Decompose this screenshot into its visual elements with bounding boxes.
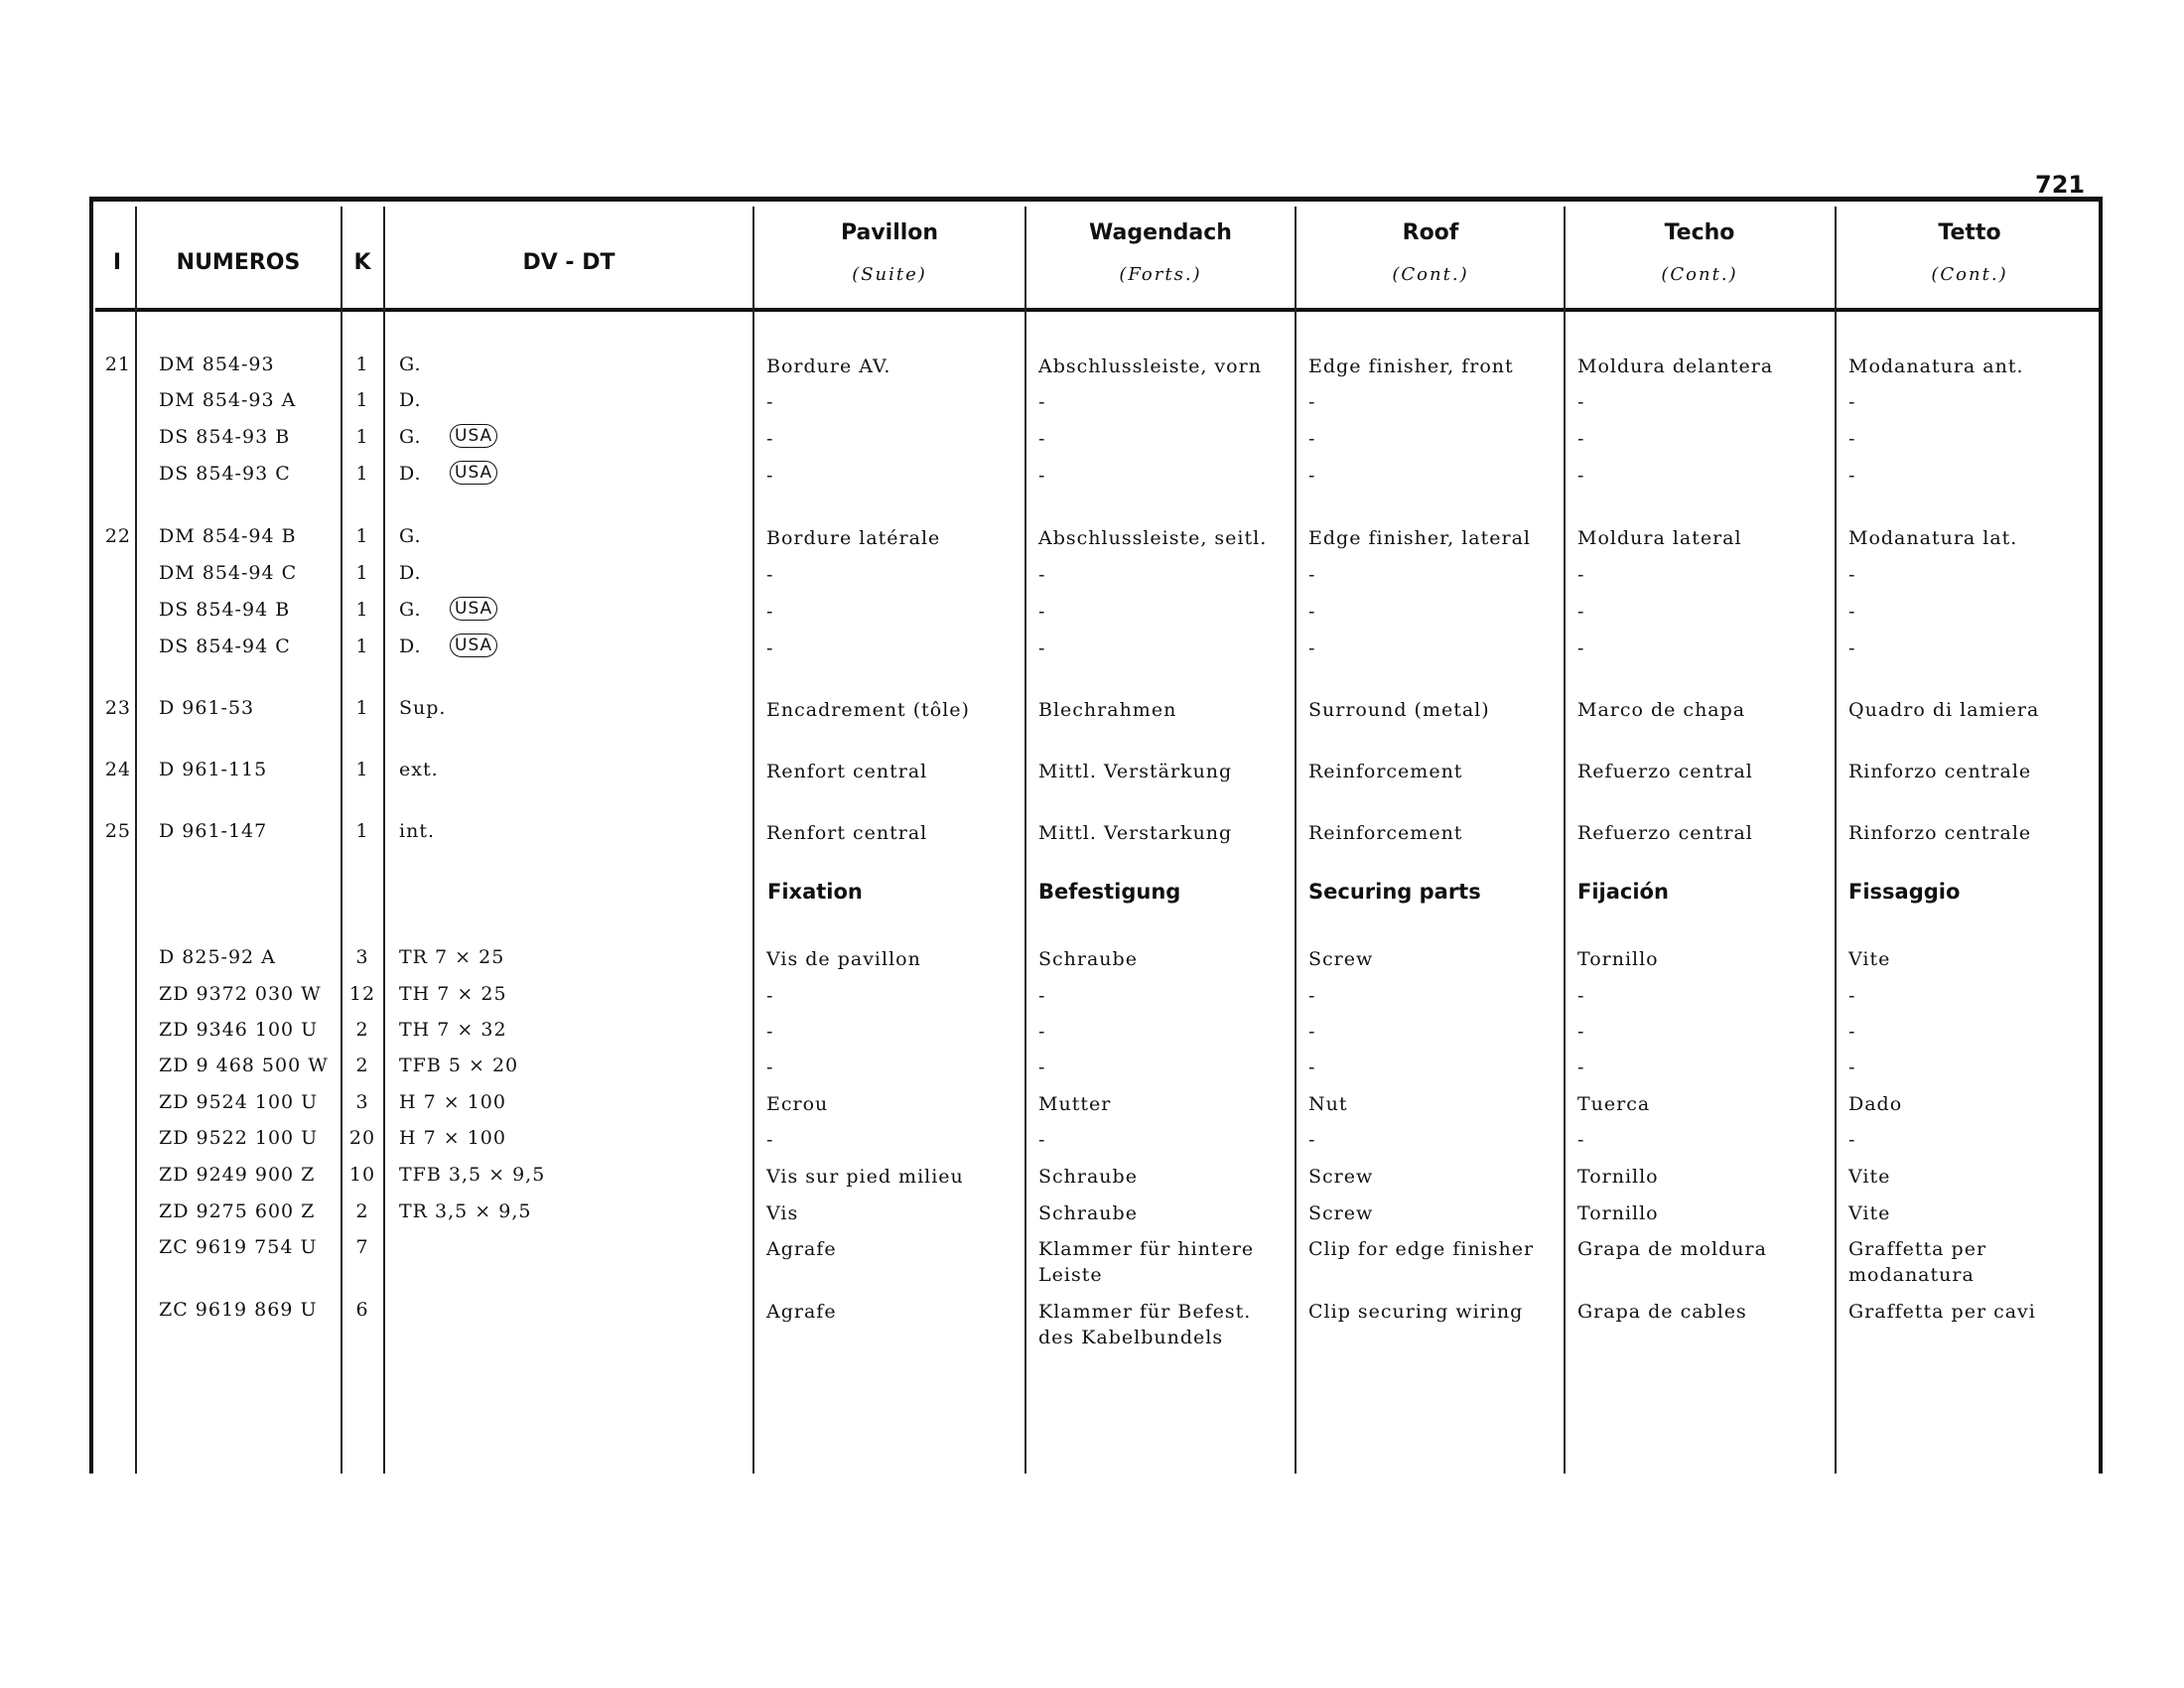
italian-text: - bbox=[1848, 428, 1856, 450]
header-german: Wagendach bbox=[1089, 220, 1232, 245]
usa-badge-wrapper bbox=[442, 424, 497, 448]
italian-text: Rinforzo centrale bbox=[1848, 822, 2032, 844]
german-text: Mutter bbox=[1038, 1093, 1112, 1115]
column-divider bbox=[383, 207, 385, 1474]
header-spanish: Techo bbox=[1664, 220, 1735, 245]
usa-badge-wrapper bbox=[442, 633, 497, 657]
column-divider bbox=[1564, 207, 1566, 1474]
dv-dt-value: G. bbox=[399, 353, 422, 375]
french-text: Vis bbox=[766, 1202, 799, 1224]
quantity: 1 bbox=[355, 463, 369, 485]
quantity: 6 bbox=[355, 1299, 369, 1321]
row-index: 25 bbox=[104, 820, 131, 842]
german-text: Schraube bbox=[1038, 1202, 1138, 1224]
part-number: ZD 9372 030 W bbox=[159, 983, 322, 1005]
german-text: - bbox=[1038, 637, 1046, 659]
english-text: - bbox=[1308, 1129, 1316, 1151]
german-text: - bbox=[1038, 391, 1046, 413]
italian-text: - bbox=[1848, 564, 1856, 586]
french-text: - bbox=[766, 1021, 774, 1043]
italian-text: - bbox=[1848, 1056, 1856, 1078]
part-number: ZD 9346 100 U bbox=[159, 1019, 319, 1041]
column-divider bbox=[752, 207, 754, 1474]
german-text: Blechrahmen bbox=[1038, 699, 1177, 721]
english-text: Edge finisher, lateral bbox=[1308, 527, 1531, 549]
italian-text: Rinforzo centrale bbox=[1848, 761, 2032, 782]
spanish-text: Refuerzo central bbox=[1577, 822, 1753, 844]
italian-text: - bbox=[1848, 391, 1856, 413]
dv-dt-value: D. bbox=[399, 463, 422, 485]
spanish-text: Grapa de cables bbox=[1577, 1301, 1747, 1323]
dv-dt-value: G. bbox=[399, 426, 422, 448]
usa-badge: USA bbox=[450, 633, 497, 657]
german-text: - bbox=[1038, 985, 1046, 1007]
row-index: 22 bbox=[104, 525, 131, 547]
italian-text: - bbox=[1848, 601, 1856, 623]
spanish-text: - bbox=[1577, 1021, 1585, 1043]
english-text: - bbox=[1308, 564, 1316, 586]
french-text: - bbox=[766, 465, 774, 487]
italian-text: Modanatura ant. bbox=[1848, 355, 2024, 377]
dv-dt-value: G. bbox=[399, 599, 422, 621]
column-divider bbox=[1024, 207, 1026, 1474]
quantity: 1 bbox=[355, 599, 369, 621]
part-number: ZD 9524 100 U bbox=[159, 1091, 319, 1113]
english-text: Reinforcement bbox=[1308, 761, 1463, 782]
spanish-text: Marco de chapa bbox=[1577, 699, 1746, 721]
part-number: DS 854-93 B bbox=[159, 426, 291, 448]
german-text: Klammer für hintere Leiste bbox=[1038, 1238, 1255, 1286]
header-english-sub: (Cont.) bbox=[1392, 264, 1469, 285]
part-number: D 961-147 bbox=[159, 820, 268, 842]
page-number: 721 bbox=[2035, 171, 2086, 199]
english-text: - bbox=[1308, 428, 1316, 450]
quantity: 1 bbox=[355, 562, 369, 584]
quantity: 7 bbox=[355, 1236, 369, 1258]
usa-badge: USA bbox=[450, 597, 497, 621]
french-text: Renfort central bbox=[766, 822, 928, 844]
german-text: Abschlussleiste, vorn bbox=[1038, 355, 1262, 377]
dv-dt-value: TR 7 × 25 bbox=[399, 946, 505, 968]
english-text: - bbox=[1308, 985, 1316, 1007]
header-dv-dt: DV - DT bbox=[522, 250, 615, 275]
french-text: Vis sur pied milieu bbox=[766, 1166, 964, 1188]
quantity: 1 bbox=[355, 389, 369, 411]
dv-dt-value: G. bbox=[399, 525, 422, 547]
quantity: 3 bbox=[355, 1091, 369, 1113]
section-label-german: Befestigung bbox=[1038, 880, 1181, 904]
quantity: 1 bbox=[355, 353, 369, 375]
spanish-text: Tuerca bbox=[1577, 1093, 1651, 1115]
spanish-text: - bbox=[1577, 601, 1585, 623]
dv-dt-value: int. bbox=[399, 820, 435, 842]
spanish-text: - bbox=[1577, 1129, 1585, 1151]
italian-text: Vite bbox=[1848, 1202, 1891, 1224]
german-text: - bbox=[1038, 1056, 1046, 1078]
dv-dt-value: TFB 3,5 × 9,5 bbox=[399, 1164, 546, 1186]
quantity: 1 bbox=[355, 525, 369, 547]
french-text: Vis de pavillon bbox=[766, 948, 921, 970]
part-number: D 825-92 A bbox=[159, 946, 276, 968]
spanish-text: - bbox=[1577, 564, 1585, 586]
spanish-text: - bbox=[1577, 465, 1585, 487]
italian-text: Dado bbox=[1848, 1093, 1903, 1115]
french-text: Bordure AV. bbox=[766, 355, 891, 377]
english-text: Nut bbox=[1308, 1093, 1348, 1115]
header-french: Pavillon bbox=[840, 220, 939, 245]
section-label-spanish: Fijación bbox=[1577, 880, 1669, 904]
german-text: Mittl. Verstarkung bbox=[1038, 822, 1233, 844]
dv-dt-value: D. bbox=[399, 562, 422, 584]
part-number: DS 854-93 C bbox=[159, 463, 291, 485]
usa-badge: USA bbox=[450, 424, 497, 448]
french-text: - bbox=[766, 428, 774, 450]
german-text: - bbox=[1038, 465, 1046, 487]
italian-text: Graffetta per modanatura bbox=[1848, 1238, 1987, 1286]
part-number: ZD 9522 100 U bbox=[159, 1127, 319, 1149]
part-number: DS 854-94 B bbox=[159, 599, 291, 621]
italian-text: Modanatura lat. bbox=[1848, 527, 2018, 549]
german-text: - bbox=[1038, 601, 1046, 623]
header-divider bbox=[95, 308, 2101, 312]
column-divider bbox=[341, 207, 342, 1474]
german-text: - bbox=[1038, 1021, 1046, 1043]
german-text: - bbox=[1038, 1129, 1046, 1151]
english-text: Screw bbox=[1308, 1202, 1374, 1224]
header-french-sub: (Suite) bbox=[852, 264, 927, 285]
part-number: DM 854-94 B bbox=[159, 525, 297, 547]
italian-text: - bbox=[1848, 1021, 1856, 1043]
part-number: D 961-115 bbox=[159, 759, 268, 780]
italian-text: - bbox=[1848, 985, 1856, 1007]
usa-badge-wrapper bbox=[442, 597, 497, 621]
column-divider bbox=[1835, 207, 1837, 1474]
german-text: Klammer für Befest. des Kabelbundels bbox=[1038, 1301, 1252, 1348]
part-number: ZC 9619 869 U bbox=[159, 1299, 318, 1321]
part-number: DS 854-94 C bbox=[159, 635, 291, 657]
part-number: ZD 9249 900 Z bbox=[159, 1164, 316, 1186]
section-label-english: Securing parts bbox=[1308, 880, 1481, 904]
english-text: Surround (metal) bbox=[1308, 699, 1490, 721]
quantity: 2 bbox=[355, 1055, 369, 1076]
quantity: 3 bbox=[355, 946, 369, 968]
spanish-text: Moldura lateral bbox=[1577, 527, 1742, 549]
spanish-text: - bbox=[1577, 428, 1585, 450]
part-number: DM 854-93 bbox=[159, 353, 275, 375]
quantity: 12 bbox=[348, 983, 376, 1005]
spanish-text: - bbox=[1577, 391, 1585, 413]
english-text: Screw bbox=[1308, 1166, 1374, 1188]
spanish-text: - bbox=[1577, 1056, 1585, 1078]
english-text: Edge finisher, front bbox=[1308, 355, 1514, 377]
italian-text: Quadro di lamiera bbox=[1848, 699, 2040, 721]
french-text: - bbox=[766, 601, 774, 623]
usa-badge-wrapper bbox=[442, 461, 497, 485]
spanish-text: - bbox=[1577, 637, 1585, 659]
french-text: - bbox=[766, 1056, 774, 1078]
quantity: 1 bbox=[355, 426, 369, 448]
french-text: - bbox=[766, 637, 774, 659]
quantity: 1 bbox=[355, 697, 369, 719]
dv-dt-value: TH 7 × 25 bbox=[399, 983, 507, 1005]
spanish-text: Grapa de moldura bbox=[1577, 1238, 1767, 1260]
spanish-text: Tornillo bbox=[1577, 948, 1659, 970]
english-text: - bbox=[1308, 601, 1316, 623]
dv-dt-value: ext. bbox=[399, 759, 439, 780]
dv-dt-value: TH 7 × 32 bbox=[399, 1019, 507, 1041]
french-text: - bbox=[766, 1129, 774, 1151]
quantity: 20 bbox=[348, 1127, 376, 1149]
spanish-text: - bbox=[1577, 985, 1585, 1007]
dv-dt-value: D. bbox=[399, 389, 422, 411]
german-text: - bbox=[1038, 428, 1046, 450]
header-index: I bbox=[112, 250, 122, 275]
part-number: DM 854-93 A bbox=[159, 389, 297, 411]
quantity: 10 bbox=[348, 1164, 376, 1186]
spanish-text: Refuerzo central bbox=[1577, 761, 1753, 782]
quantity: 1 bbox=[355, 820, 369, 842]
english-text: - bbox=[1308, 1056, 1316, 1078]
column-divider bbox=[135, 207, 137, 1474]
english-text: - bbox=[1308, 465, 1316, 487]
dv-dt-value: TFB 5 × 20 bbox=[399, 1055, 519, 1076]
row-index: 21 bbox=[104, 353, 131, 375]
header-numeros: NUMEROS bbox=[176, 250, 301, 275]
dv-dt-value: H 7 × 100 bbox=[399, 1127, 506, 1149]
header-german-sub: (Forts.) bbox=[1119, 264, 1202, 285]
italian-text: - bbox=[1848, 1129, 1856, 1151]
header-italian: Tetto bbox=[1938, 220, 2001, 245]
quantity: 2 bbox=[355, 1019, 369, 1041]
row-index: 23 bbox=[104, 697, 131, 719]
german-text: Abschlussleiste, seitl. bbox=[1038, 527, 1268, 549]
dv-dt-value: H 7 × 100 bbox=[399, 1091, 506, 1113]
header-english: Roof bbox=[1402, 220, 1459, 245]
header-k: K bbox=[353, 250, 371, 275]
french-text: Ecrou bbox=[766, 1093, 829, 1115]
english-text: Clip for edge finisher bbox=[1308, 1238, 1535, 1260]
dv-dt-value: TR 3,5 × 9,5 bbox=[399, 1200, 532, 1222]
english-text: Screw bbox=[1308, 948, 1374, 970]
header-italian-sub: (Cont.) bbox=[1931, 264, 2008, 285]
german-text: Mittl. Verstärkung bbox=[1038, 761, 1233, 782]
dv-dt-value: D. bbox=[399, 635, 422, 657]
quantity: 1 bbox=[355, 759, 369, 780]
part-number: D 961-53 bbox=[159, 697, 255, 719]
section-label-italian: Fissaggio bbox=[1848, 880, 1961, 904]
italian-text: Vite bbox=[1848, 948, 1891, 970]
part-number: DM 854-94 C bbox=[159, 562, 298, 584]
spanish-text: Tornillo bbox=[1577, 1202, 1659, 1224]
section-label-french: Fixation bbox=[767, 880, 863, 904]
french-text: - bbox=[766, 391, 774, 413]
quantity: 1 bbox=[355, 635, 369, 657]
italian-text: Graffetta per cavi bbox=[1848, 1301, 2036, 1323]
header-spanish-sub: (Cont.) bbox=[1661, 264, 1738, 285]
french-text: - bbox=[766, 985, 774, 1007]
english-text: Clip securing wiring bbox=[1308, 1301, 1524, 1323]
spanish-text: Moldura delantera bbox=[1577, 355, 1774, 377]
part-number: ZC 9619 754 U bbox=[159, 1236, 318, 1258]
german-text: Schraube bbox=[1038, 1166, 1138, 1188]
row-index: 24 bbox=[104, 759, 131, 780]
part-number: ZD 9 468 500 W bbox=[159, 1055, 329, 1076]
spanish-text: Tornillo bbox=[1577, 1166, 1659, 1188]
italian-text: - bbox=[1848, 637, 1856, 659]
usa-badge: USA bbox=[450, 461, 497, 485]
german-text: - bbox=[1038, 564, 1046, 586]
french-text: Renfort central bbox=[766, 761, 928, 782]
italian-text: Vite bbox=[1848, 1166, 1891, 1188]
english-text: Reinforcement bbox=[1308, 822, 1463, 844]
quantity: 2 bbox=[355, 1200, 369, 1222]
part-number: ZD 9275 600 Z bbox=[159, 1200, 316, 1222]
french-text: Encadrement (tôle) bbox=[766, 699, 970, 721]
column-divider bbox=[1295, 207, 1297, 1474]
german-text: Schraube bbox=[1038, 948, 1138, 970]
french-text: - bbox=[766, 564, 774, 586]
english-text: - bbox=[1308, 1021, 1316, 1043]
english-text: - bbox=[1308, 637, 1316, 659]
italian-text: - bbox=[1848, 465, 1856, 487]
french-text: Bordure latérale bbox=[766, 527, 941, 549]
french-text: Agrafe bbox=[766, 1301, 837, 1323]
english-text: - bbox=[1308, 391, 1316, 413]
french-text: Agrafe bbox=[766, 1238, 837, 1260]
dv-dt-value: Sup. bbox=[399, 697, 447, 719]
